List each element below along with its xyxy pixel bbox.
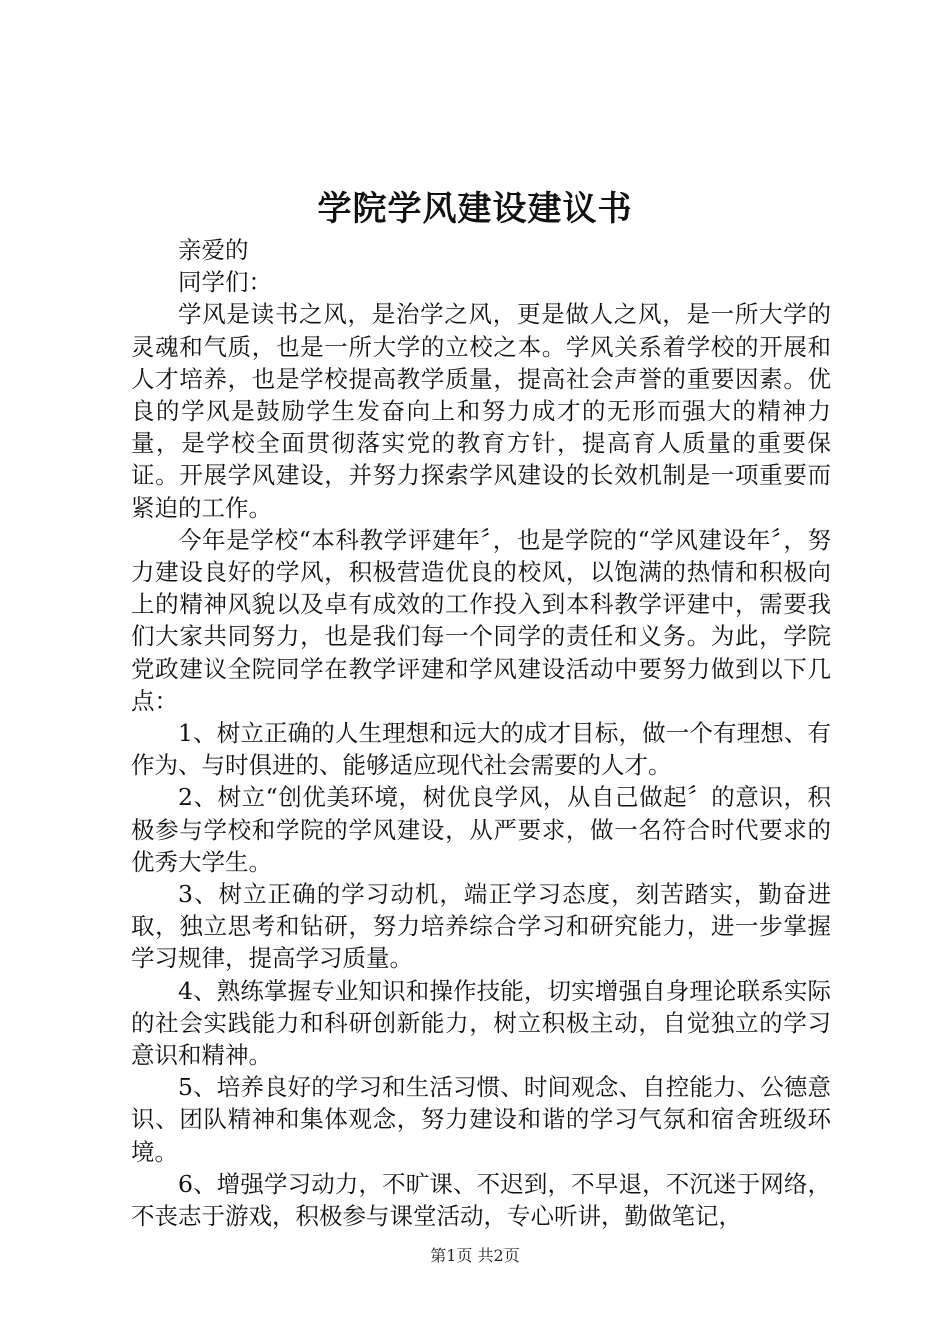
document-title: 学院学风建设建议书 [317,189,633,229]
paragraph-context: 今年是学校“本科教学评建年〞，也是学院的“学风建设年〞，努力建设良好的学风，积极营造优良的校风，以饱满的热情和积极向上的精神风貌以及卓有成效的工作投入到本科教学评建中，需要我们大家共同努力，也是我们每一个同学的责任和义务。为此，学院党政建议全院同学在教学评建和学风建设活动中要努力做到以下几点： [131,525,831,715]
salutation-line-1: 亲爱的 [178,236,249,264]
salutation-line-2: 同学们： [178,268,272,297]
page-number-footer: 第1页 共2页 [430,1246,520,1265]
paragraph-item-1: 1、树立正确的人生理想和远大的成才目标，做一个有理想、有作为、与时俱进的、能够适应现代社会需要的人才。 [131,719,831,780]
paragraph-item-4: 4、熟练掌握专业知识和操作技能，切实增强自身理论联系实际的社会实践能力和科研创新能力，树立积极主动，自觉独立的学习意识和精神。 [131,976,831,1070]
paragraph-intro: 学风是读书之风，是治学之风，更是做人之风，是一所大学的灵魂和气质，也是一所大学的立校之本。学风关系着学校的开展和人才培养，也是学校提高教学质量，提高社会声誉的重要因素。优良的学风是鼓励学生发奋向上和努力成才的无形而强大的精神力量，是学校全面贯彻落实党的教育方针，提高育人质量的重要保证。开展学风建设，并努力探索学风建设的长效机制是一项重要而紧迫的工作。 [131,300,831,522]
document-body [131,234,831,1232]
paragraph-item-6: 6、增强学习动力，不旷课、不迟到，不早退，不沉迷于网络，不丧志于游戏，积极参与课堂活动，专心听讲，勤做笔记， [131,1169,831,1231]
paragraph-item-5: 5、培养良好的学习和生活习惯、时间观念、自控能力、公德意识、团队精神和集体观念，努力建设和谐的学习气氛和宿舍班级环境。 [131,1073,831,1166]
paragraph-item-3: 3、树立正确的学习动机，端正学习态度，刻苦踏实，勤奋进取，独立思考和钻研，努力培养综合学习和研究能力，进一步掌握学习规律，提高学习质量。 [131,880,831,973]
paragraph-item-2: 2、树立“创优美环境，树优良学风，从自己做起〞的意识，积极参与学校和学院的学风建设，从严要求，做一名符合时代要求的优秀大学生。 [131,783,831,876]
